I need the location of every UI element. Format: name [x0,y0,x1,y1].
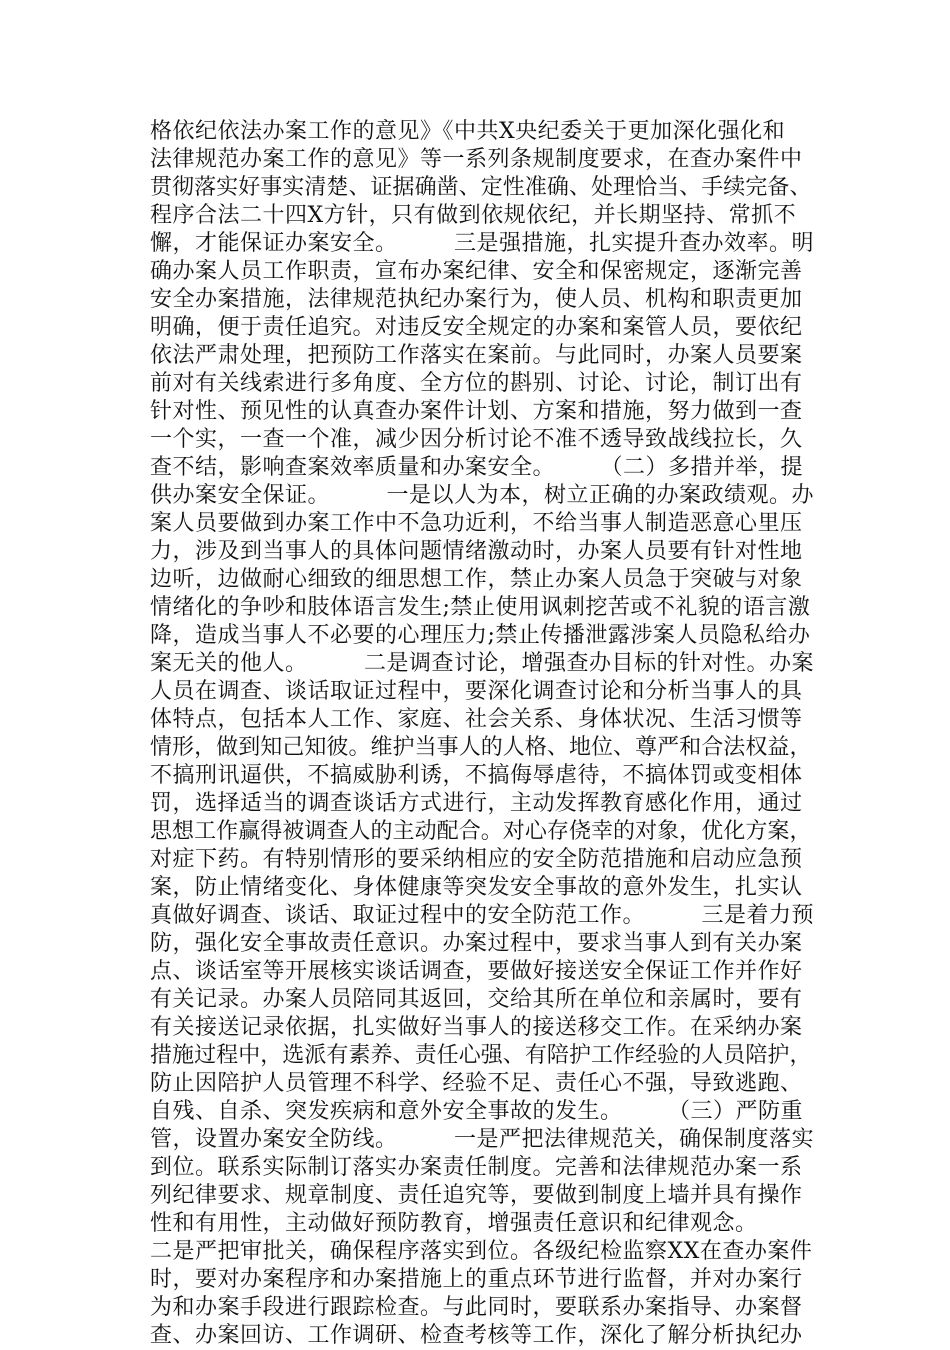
text-line: 自残、自杀、突发疾病和意外安全事故的发生。 （三）严防重 [150,1099,804,1124]
text-line: 依法严肃处理，把预防工作落实在案前。与此同时，办案人员要案 [150,343,803,368]
text-line: 时，要对办案程序和办案措施上的重点环节进行监督，并对办案行 [150,1267,803,1292]
text-line: 点、谈话室等开展核实谈话调查，要做好接送安全保证工作并作好 [150,959,803,984]
text-line: 前对有关线索进行多角度、全方位的斟别、讨论、讨论，制订出有 [150,371,803,396]
text-line: 明确，便于责任追究。对违反安全规定的办案和案管人员，要依纪 [150,315,803,340]
text-line: 案无关的他人。 二是调查讨论，增强查办目标的针对性。办案 [150,651,815,676]
text-line: 供办案安全保证。 一是以人为本，树立正确的办案政绩观。办 [150,483,815,508]
text-line: 不搞刑讯逼供，不搞威胁利诱，不搞侮辱虐待，不搞体罚或变相体 [150,763,803,788]
text-line: 防止因陪护人员管理不科学、经验不足、责任心不强，导致逃跑、 [150,1071,803,1096]
text-line: 对症下药。有特别情形的要采纳相应的安全防范措施和启动应急预 [150,847,803,872]
text-line: 格依纪依法办案工作的意见》《中共Ⅹ央纪委关于更加深化强化和 [150,119,786,144]
text-line: 案，防止情绪变化、身体健康等突发安全事故的意外发生，扎实认 [150,875,803,900]
body-text [150,118,815,1350]
text-line: 确办案人员工作职责，宣布办案纪律、安全和保密规定，逐渐完善 [150,259,803,284]
text-line: 一个实，一查一个准，减少因分析讨论不准不透导致战线拉长，久 [150,427,803,452]
text-line: 性和有用性，主动做好预防教育，增强责任意识和纪律观念。 [150,1211,758,1236]
text-line: 案人员要做到办案工作中不急功近利，不给当事人制造恶意心里压 [150,511,803,536]
text-line: 针对性、预见性的认真查办案件计划、方案和措施，努力做到一查 [150,399,803,424]
text-line: 管，设置办案安全防线。 一是严把法律规范关，确保制度落实 [150,1127,815,1152]
text-line: 法律规范办案工作的意见》等一系列条规制度要求，在查办案件中 [150,147,803,172]
text-line: 到位。联系实际制订落实办案责任制度。完善和法律规范办案一系 [150,1155,803,1180]
text-line: 体特点，包括本人工作、家庭、社会关系、身体状况、生活习惯等 [150,707,803,732]
text-line: 查不结，影响查案效率质量和办案安全。 （二）多措并举，提 [150,455,804,480]
text-line: 边听，边做耐心细致的细思想工作，禁止办案人员急于突破与对象 [150,567,803,592]
text-line: 真做好调查、谈话、取证过程中的安全防范工作。 三是着力预 [150,903,815,928]
text-line: 为和办案手段进行跟踪检查。与此同时，要联系办案指导、办案督 [150,1295,803,1320]
text-line: 思想工作赢得被调查人的主动配合。对心存侥幸的对象，优化方案， [150,819,812,844]
text-line: 降，造成当事人不必要的心理压力;禁止传播泄露涉案人员隐私给办 [150,623,811,648]
text-line: 贯彻落实好事实清楚、证据确凿、定性准确、处理恰当、手续完备、 [150,175,812,200]
text-line: 查、办案回访、工作调研、检查考核等工作，深化了解分析执纪办 [150,1323,803,1348]
text-line: 力，涉及到当事人的具体问题情绪激动时，办案人员要有针对性地 [150,539,803,564]
text-line: 情形，做到知己知彼。维护当事人的人格、地位、尊严和合法权益， [150,735,812,760]
text-line: 防，强化安全事故责任意识。办案过程中，要求当事人到有关办案 [150,931,803,956]
text-line: 安全办案措施，法律规范执纪办案行为，使人员、机构和职责更加 [150,287,803,312]
text-line: 有关接送记录依据，扎实做好当事人的接送移交工作。在采纳办案 [150,1015,803,1040]
text-line: 罚，选择适当的调查谈话方式进行，主动发挥教育感化作用，通过 [150,791,803,816]
text-line: 措施过程中，选派有素养、责任心强、有陪护工作经验的人员陪护， [150,1043,812,1068]
text-line: 程序合法二十四Ⅹ方针，只有做到依规依纪，并长期坚持、常抓不 [150,203,797,228]
text-line: 人员在调查、谈话取证过程中，要深化调查讨论和分析当事人的具 [150,679,803,704]
text-line: 懈，才能保证办案安全。 三是强措施，扎实提升查办效率。明 [150,231,815,256]
text-line: 二是严把审批关，确保程序落实到位。各级纪检监察XX在查办案件 [150,1239,813,1264]
text-line: 有关记录。办案人员陪同其返回，交给其所在单位和亲属时，要有 [150,987,803,1012]
text-line: 列纪律要求、规章制度、责任追究等，要做到制度上墙并具有操作 [150,1183,803,1208]
text-line: 情绪化的争吵和肢体语言发生;禁止使用讽刺挖苦或不礼貌的语言激 [150,595,811,620]
